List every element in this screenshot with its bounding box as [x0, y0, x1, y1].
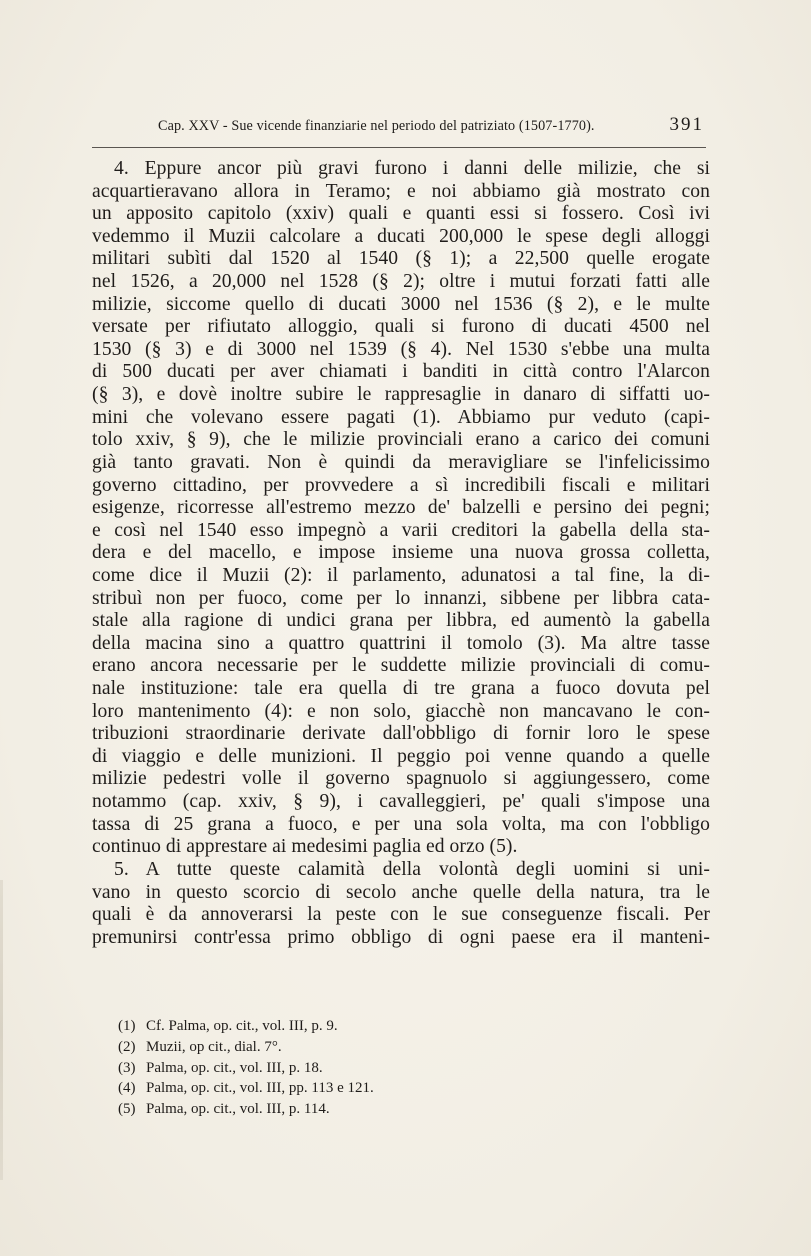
text-line: tolo xxiv, § 9), che le milizie provinciali erano a carico dei comuni	[92, 429, 710, 451]
footnote-text: Palma, op. cit., vol. III, p. 18.	[146, 1059, 323, 1076]
text-line: militari subìti dal 1520 al 1540 (§ 1); a 22,500 quelle erogate	[92, 248, 710, 270]
footnote-text: Palma, op. cit., vol. III, pp. 113 e 121.	[146, 1080, 374, 1097]
footnotes	[118, 1016, 538, 1120]
text-line: tassa di 25 grana a fuoco, e per una sola volta, ma con l'obbligo	[92, 813, 710, 835]
text-line: versate per rifiutato alloggio, quali si furono di ducati 4500 nel	[92, 316, 710, 338]
text-line: acquartieravano allora in Teramo; e noi abbiamo già mostrato con	[92, 180, 710, 202]
running-head	[92, 116, 710, 140]
text-line: un apposito capitolo (xxiv) quali e quanti essi si fossero. Così ivi	[92, 203, 710, 225]
text-line: (§ 3), e dovè inoltre subire le rappresaglie in danaro di siffatti uo-	[92, 384, 710, 406]
footnote	[118, 1058, 538, 1079]
text-line: milizie, siccome quello di ducati 3000 nel 1536 (§ 2), e le multe	[92, 293, 710, 315]
text-line: 1530 (§ 3) e di 3000 nel 1539 (§ 4). Nel 1530 s'ebbe una multa	[92, 338, 710, 360]
header-rule	[92, 147, 706, 148]
text-line: continuo di apprestare ai medesimi paglia ed orzo (5).	[92, 836, 518, 858]
text-line: stribuì non per fuoco, come per lo innanzi, sibbene per libbra cata-	[92, 587, 710, 609]
text-line: 4. Eppure ancor più gravi furono i danni delle milizie, che si	[114, 158, 710, 179]
text-line: notammo (cap. xxiv, § 9), i cavalleggieri, pe' quali s'impose una	[92, 791, 710, 813]
text-line: vedemmo il Muzii calcolare a ducati 200,000 le spese degli alloggi	[92, 225, 710, 247]
text-line: governo cittadino, per provvedere a sì incredibili fiscali e militari	[92, 474, 710, 496]
text-line: di 500 ducati per aver chiamati i banditi in città contro l'Alarcon	[92, 361, 710, 383]
text-line: mini che volevano essere pagati (1). Abbiamo pur veduto (capi-	[92, 406, 710, 428]
text-line: milizie pedestri volle il governo spagnuolo si aggiungessero, come	[92, 768, 710, 790]
footnote-number: (3)	[118, 1059, 136, 1076]
footnote-text: Palma, op. cit., vol. III, p. 114.	[146, 1101, 330, 1118]
footnote-number: (2)	[118, 1038, 136, 1055]
page-number: 391	[669, 114, 704, 135]
text-line: nel 1526, a 20,000 nel 1528 (§ 2); oltre i mutui forzati fatti alle	[92, 271, 710, 293]
text-line: e così nel 1540 esso impegnò a varii creditori la gabella della sta-	[92, 519, 710, 541]
footnote-text: Cf. Palma, op. cit., vol. III, p. 9.	[146, 1018, 338, 1034]
text-line: nale instituzione: tale era quella di tre grana a fuoco dovuta pel	[92, 678, 710, 700]
footnote	[118, 1078, 538, 1099]
text-line: premunirsi contr'essa primo obbligo di ogni paese era il manteni-	[92, 926, 710, 948]
footnote-number: (5)	[118, 1101, 136, 1118]
text-line: dera e del macello, e impose insieme una nuova grossa colletta,	[92, 542, 710, 564]
chapter-title: Cap. XXV - Sue vicende finanziarie nel periodo del patriziato (1507-1770).	[158, 118, 595, 134]
text-line: stale alla ragione di undici grana per libbra, ed aumentò la gabella	[92, 610, 710, 632]
text-line: della macina sino a quattro quattrini il tomolo (3). Ma altre tasse	[92, 632, 710, 654]
footnote-number: (1)	[118, 1018, 136, 1034]
text-line: esigenze, ricorresse all'estremo mezzo de' balzelli e persino dei pegni;	[92, 497, 710, 519]
text-line: tribuzioni straordinarie derivate dall'obbligo di fornir loro le spese	[92, 723, 710, 745]
text-line: quali è da annoverarsi la peste con le sue conseguenze fiscali. Per	[92, 904, 710, 926]
footnote	[118, 1037, 538, 1058]
text-line: erano ancora necessarie per le suddette milizie provinciali di comu-	[92, 655, 710, 677]
text-line: come dice il Muzii (2): il parlamento, adunatosi a tal fine, la di-	[92, 564, 710, 586]
footnote-number: (4)	[118, 1080, 136, 1097]
text-line: di viaggio e delle munizioni. Il peggio poi venne quando a quelle	[92, 745, 710, 767]
text-line: 5. A tutte queste calamità della volontà degli uomini si uni-	[114, 858, 710, 880]
footnote	[118, 1016, 538, 1037]
body-text	[92, 158, 710, 949]
page-edge-shadow	[0, 880, 3, 1180]
text-line: già tanto gravati. Non è quindi da meravigliare se l'infelicissimo	[92, 451, 710, 473]
text-line: loro mantenimento (4): e non solo, giacchè non mancavano le con-	[92, 700, 710, 722]
text-line: vano in questo scorcio di secolo anche quelle della natura, tra le	[92, 881, 710, 903]
footnote-text: Muzii, op cit., dial. 7°.	[146, 1038, 282, 1055]
footnote	[118, 1099, 538, 1120]
